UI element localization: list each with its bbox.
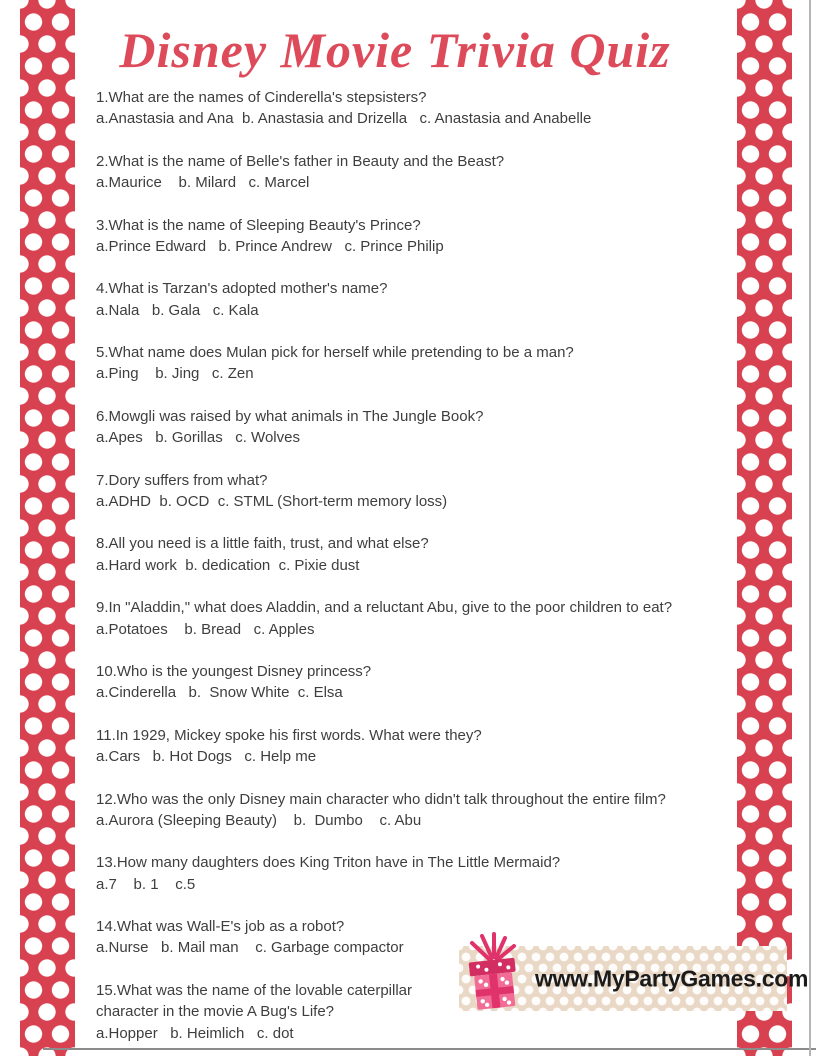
- question-text: 11.In 1929, Mickey spoke his first words. What were they?: [96, 726, 482, 744]
- question-block: [96, 406, 746, 449]
- question-block: [96, 151, 746, 194]
- answer-options: a.Nurse b. Mail man c. Garbage compactor: [96, 939, 404, 957]
- question-text: 15.What was the name of the lovable caterpillar character in the movie A Bug's Life?: [96, 981, 417, 1021]
- question-text: 5.What name does Mulan pick for herself while pretending to be a man?: [96, 344, 574, 362]
- answer-options: a.Potatoes b. Bread c. Apples: [96, 620, 315, 638]
- watermark-url: www.MyPartyGames.com: [535, 965, 809, 991]
- answer-options: a.Hopper b. Heimlich c. dot: [96, 1024, 294, 1042]
- question-block: [96, 215, 746, 258]
- answer-options: a.Nala b. Gala c. Kala: [96, 301, 259, 319]
- question-list: [96, 87, 746, 1056]
- question-text: 3.What is the name of Sleeping Beauty's Prince?: [96, 216, 421, 234]
- question-text: 7.Dory suffers from what?: [96, 471, 268, 489]
- answer-options: a.Ping b. Jing c. Zen: [96, 365, 254, 383]
- question-text: 6.Mowgli was raised by what animals in The Jungle Book?: [96, 407, 484, 425]
- answer-options: a.Aurora (Sleeping Beauty) b. Dumbo c. Abu: [96, 811, 422, 829]
- question-text: 10.Who is the youngest Disney princess?: [96, 663, 372, 681]
- question-text: 8.All you need is a little faith, trust, and what else?: [96, 535, 429, 553]
- question-block: [96, 533, 746, 576]
- question-text: 4.What is Tarzan's adopted mother's name?: [96, 280, 388, 298]
- page-title: Disney Movie Trivia Quiz: [119, 22, 671, 78]
- question-text: 14.What was Wall-E's job as a robot?: [96, 918, 345, 936]
- answer-options: a.Cinderella b. Snow White c. Elsa: [96, 684, 343, 702]
- question-block: [96, 661, 746, 704]
- answer-options: a.ADHD b. OCD c. STML (Short-term memory loss): [96, 492, 448, 510]
- question-block: [96, 342, 746, 385]
- question-block: [96, 725, 746, 768]
- answer-options: a.Hard work b. dedication c. Pixie dust: [96, 556, 360, 574]
- question-text: 1.What are the names of Cinderella's stepsisters?: [96, 89, 427, 106]
- question-block: [96, 789, 746, 832]
- answer-options: a.Cars b. Hot Dogs c. Help me: [96, 748, 317, 766]
- right-edge-line: [809, 0, 811, 1056]
- question-block: [96, 852, 746, 895]
- question-block: [96, 87, 746, 130]
- question-block: [96, 278, 746, 321]
- answer-options: a.Apes b. Gorillas c. Wolves: [96, 429, 300, 447]
- gift-icon: [461, 930, 529, 1014]
- question-text: 2.What is the name of Belle's father in Beauty and the Beast?: [96, 152, 505, 170]
- left-polka-dot-border: [20, 0, 75, 1056]
- answer-options: a.Anastasia and Ana b. Anastasia and Drizella c. Anastasia and Anabelle: [96, 110, 592, 128]
- question-text: 9.In "Aladdin," what does Aladdin, and a reluctant Abu, give to the poor children to eat?: [96, 599, 673, 617]
- watermark-banner: [459, 946, 809, 1011]
- bottom-edge-line: [43, 1048, 816, 1050]
- question-block: [96, 470, 746, 513]
- question-text: 12.Who was the only Disney main character who didn't talk throughout the entire film?: [96, 790, 666, 808]
- answer-options: a.Prince Edward b. Prince Andrew c. Prince Philip: [96, 237, 444, 255]
- answer-options: a.Maurice b. Milard c. Marcel: [96, 174, 310, 192]
- answer-options: a.7 b. 1 c.5: [96, 875, 196, 893]
- question-block: [96, 597, 746, 640]
- question-text: 13.How many daughters does King Triton have in The Little Mermaid?: [96, 854, 561, 872]
